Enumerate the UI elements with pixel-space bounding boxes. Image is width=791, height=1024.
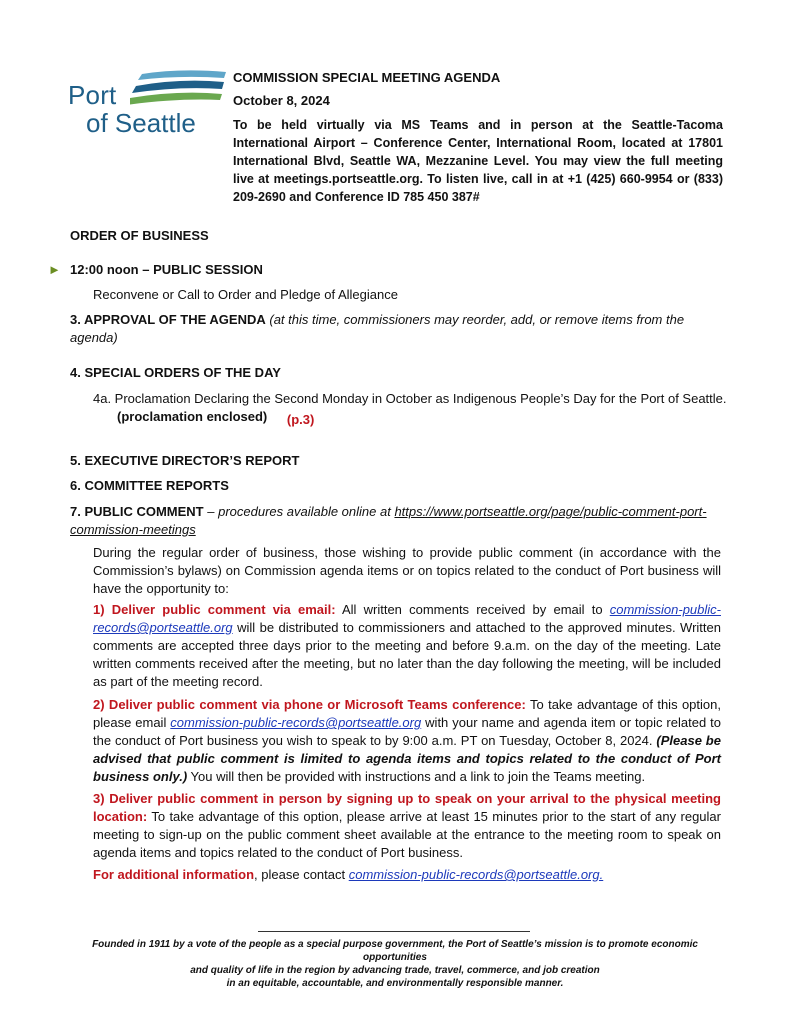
additional-info-heading: For additional information bbox=[93, 867, 255, 882]
public-comment-intro: During the regular order of business, those wishing to provide public comment (in accordance with the Commission’s bylaws) on Commission agenda items or on topics related to the conduct of Port business will have the opportunity to: bbox=[93, 545, 721, 596]
option-2-text-b: with your name and agenda item or topic related to the conduct of Port business you wish to speak to by 9:00 a.m. PT on Tuesday, October 8, 2024. bbox=[93, 715, 721, 748]
logo-stripes-icon bbox=[130, 70, 226, 110]
meeting-venue: To be held virtually via MS Teams and in person at the Seattle-Tacoma International Airport – Conference Center, International Room, located at 17801 International Blvd, Seattle WA, Mezzanine Level. You may view the full meeting live at meetings.portseattle.org. To listen live, call in at +1 (425) 660-9954 or (833) 209-2690 and Conference ID 785 450 387# bbox=[233, 118, 723, 204]
item-4a-enclosed: (proclamation enclosed) bbox=[117, 409, 268, 424]
public-comment-link[interactable]: https://www.portseattle.org/page/public-comment-port-commission-meetings bbox=[70, 504, 707, 537]
session-label: 12:00 noon – PUBLIC SESSION bbox=[70, 262, 263, 277]
commission-email-link[interactable]: commission-public-records@portseattle.org. bbox=[348, 867, 604, 882]
option-email bbox=[93, 601, 721, 691]
logo-seattle-text: of Seattle bbox=[86, 108, 196, 138]
public-session-heading bbox=[48, 262, 263, 277]
commission-email-link[interactable]: commission-public-records@portseattle.org bbox=[93, 602, 721, 635]
option-phone-teams bbox=[93, 696, 721, 786]
footer-line-2: and quality of life in the region by advancing trade, travel, commerce, and job creation bbox=[190, 965, 600, 976]
order-of-business-heading: ORDER OF BUSINESS bbox=[70, 228, 209, 243]
call-to-order: Reconvene or Call to Order and Pledge of Allegiance bbox=[93, 287, 398, 302]
footer-line-3: in an equitable, accountable, and environmentally responsible manner. bbox=[226, 978, 564, 989]
item-approval-of-agenda bbox=[70, 311, 725, 347]
additional-info-text: , please contact bbox=[254, 867, 349, 882]
item-3-label: 3. APPROVAL OF THE AGENDA bbox=[70, 312, 266, 327]
option-2-advisory: (Please be advised that public comment is limited to agenda items and topics related to the conduct of Port business only.) bbox=[93, 733, 721, 784]
item-public-comment bbox=[70, 503, 730, 539]
footer-divider bbox=[258, 931, 530, 932]
item-4a-text: 4a. Proclamation Declaring the Second Monday in October as Indigenous People’s Day for the Port of Seattle. bbox=[93, 391, 727, 406]
option-in-person bbox=[93, 790, 721, 862]
port-of-seattle-logo bbox=[68, 70, 228, 142]
mission-statement-footer bbox=[62, 938, 728, 990]
option-1-text-b: will be distributed to commissioners and attached to the approved minutes. Written comments are accepted three days prior to the meeting and before 9.a.m. on the day of the meeting. Late written comments received after the meeting, but no later than the day following the meeting, will be included as part of the meeting record. bbox=[93, 620, 721, 689]
option-1-heading: 1) Deliver public comment via email: bbox=[93, 602, 336, 617]
item-3-note: (at this time, commissioners may reorder, add, or remove items from the agenda) bbox=[70, 312, 685, 345]
item-7-note: procedures available online at bbox=[218, 504, 395, 519]
agenda-header bbox=[233, 70, 723, 206]
play-arrow-icon: ► bbox=[48, 262, 61, 277]
logo-port-text: Port bbox=[68, 80, 117, 110]
item-4a bbox=[93, 390, 733, 426]
agenda-title: COMMISSION SPECIAL MEETING AGENDA bbox=[233, 70, 501, 85]
commission-email-link[interactable]: commission-public-records@portseattle.org bbox=[170, 715, 422, 730]
option-3-heading: 3) Deliver public comment in person by signing up to speak on your arrival to the physical meeting location: bbox=[93, 791, 721, 824]
footer-line-1: Founded in 1911 by a vote of the people as a special purpose government, the Port of Seattle’s mission is to promote economic opportunities bbox=[92, 939, 698, 963]
meeting-date: October 8, 2024 bbox=[233, 93, 330, 108]
option-2-heading: 2) Deliver public comment via phone or Microsoft Teams conference: bbox=[93, 697, 526, 712]
item-executive-director-report: 5. EXECUTIVE DIRECTOR’S REPORT bbox=[70, 453, 300, 468]
item-7-dash: – bbox=[203, 504, 219, 519]
item-special-orders: 4. SPECIAL ORDERS OF THE DAY bbox=[70, 365, 281, 380]
item-4a-page-ref: (p.3) bbox=[286, 412, 315, 427]
option-2-text-c: You will then be provided with instructions and a link to join the Teams meeting. bbox=[187, 769, 646, 784]
option-3-text: To take advantage of this option, please arrive at least 15 minutes prior to the start of any regular meeting to sign-up on the public comment sheet available at the entrance to the meeting room to speak on agenda items and topics related to the conduct of Port business. bbox=[93, 809, 721, 860]
item-committee-reports: 6. COMMITTEE REPORTS bbox=[70, 478, 229, 493]
additional-information bbox=[93, 866, 721, 884]
item-7-label: 7. PUBLIC COMMENT bbox=[70, 504, 204, 519]
option-2-text-a: To take advantage of this option, please email bbox=[93, 697, 721, 730]
option-1-text-a: All written comments received by email to bbox=[335, 602, 610, 617]
